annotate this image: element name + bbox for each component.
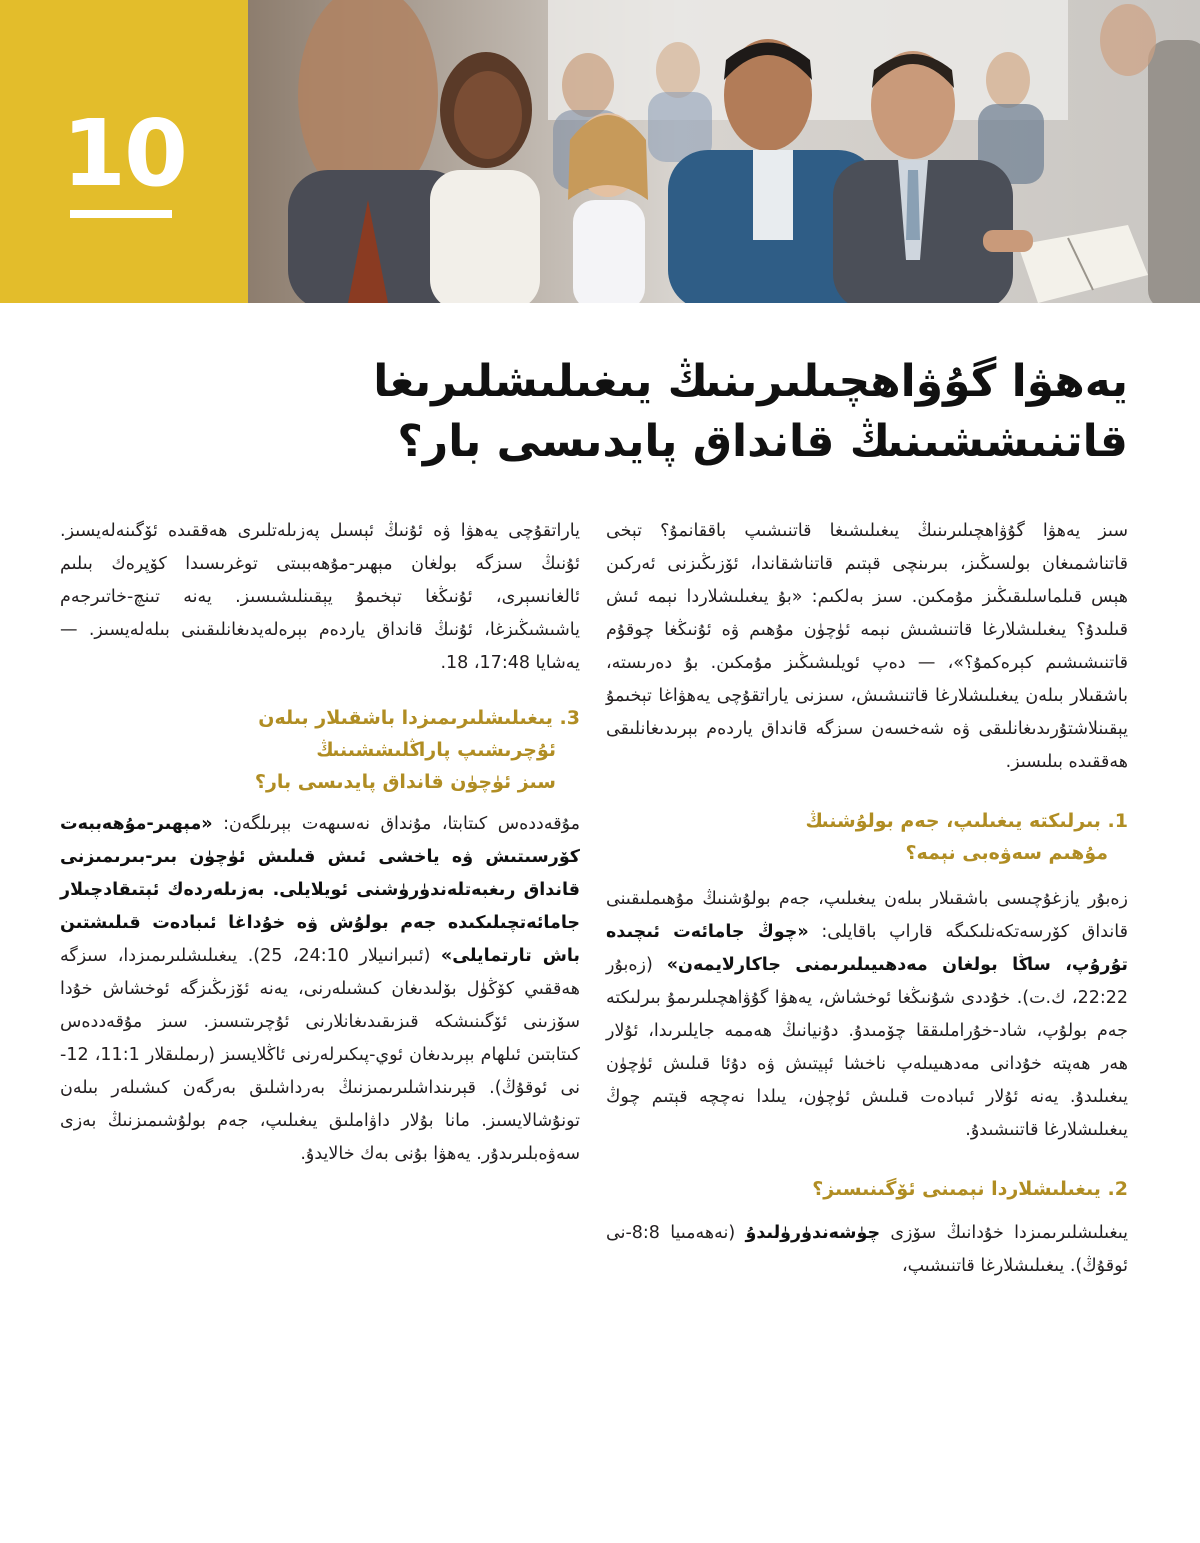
lesson-title (168, 352, 1128, 472)
question-2-paragraph (606, 1217, 1128, 1283)
question-1-heading (606, 805, 1128, 869)
congregation-photo (248, 0, 1200, 303)
intro-paragraph: سىز يەھۋا گۇۋاھچىلىرىنىڭ يىغىلىشىغا قاتنىشىپ باققانمۇ؟ تېخى قاتناشمىغان بولسىڭىز، بىرىنچى قېتىم قاتناشقاندا، ئۆزىڭىزنى ئەركىن ھېس قىلماسلىقىڭىز مۇمكىن. سىز بەلكىم: «بۇ يىغىلىشلاردا نېمە ئىش قىلىدۇ؟ يىغىلىشلارغا قاتنىشىش نېمە ئۈچۈن مۇھىم ۋە ئۇنىڭغا چوقۇم قاتنىشىشىم كېرەكمۇ؟»، — دەپ ئويلىشىڭىز مۇمكىن. بۇ دەرىستە، باشقىلار بىلەن يىغىلىشلارغا قاتنىشىش، سىزنى ياراتقۇچى يەھۋاغا تېخىمۇ يېقىنلاشتۇرىدىغانلىقى ۋە شەخسەن سىزگە قانداق ياردەم بېرىدىغانلىقى ھەققىدە بىلىسىز. (606, 521, 1128, 772)
question-2-text-b: (نەھەمىيا 8:8-نى ئوقۇڭ). يىغىلىشلارغا قاتنىشىپ، (606, 1223, 1128, 1276)
question-3-text-b: (ئىبرانىيلار 24:10، 25). يىغىلىشلىرىمىزدا، سىزگە ھەققىي كۆڭۈل بۆلىدىغان كىشىلەرنى، يەنە ئۆزىڭىزگە ئوخشاش خۇدا سۆزىنى ئۆگىنىشكە قىزىقىدىغانلارنى ئۇچرىتىسىز. سىز مۇقەددەس كىتابتىن ئىلھام بېرىدىغان ئوي-پىكىرلەرنى ئاڭلايسىز (رىملىقلار 11:1، 12-نى ئوقۇڭ). قېرىنداشلىرىمىزنىڭ بەرداشلىق بەرگەن كىشىلەر بىلەن تونۇشالايسىز. مانا بۇلار داۋاملىق يىغىلىپ، جەم بولۇشىمىزنىڭ بەزى سەۋەبلىرىدۇر. يەھۋا بۇنى بەك خالايدۇ. (60, 946, 580, 1164)
question-3-number: 3. (559, 707, 580, 729)
lesson-title-line-1: يەھۋا گۇۋاھچىلىرىنىڭ يىغىلىشلىرىغا (373, 356, 1128, 407)
question-1-number: 1. (1107, 810, 1128, 832)
question-1-scripture-quote: «چوڭ جامائەت ئىچىدە تۇرۇپ، ساڭا بولغان مەدھىيىلىرىمنى جاكارلايمەن» (606, 922, 1129, 975)
question-3-line-1: يىغىلىشلىرىمىزدا باشقىلار بىلەن (258, 707, 553, 729)
left-column (60, 515, 580, 1171)
question-3-text-a: مۇقەددەس كىتابتا، مۇنداق نەسىھەت بېرىلگەن: (212, 814, 580, 834)
question-2-bold-word: چۈشەندۈرۈلىدۇ (745, 1223, 881, 1243)
question-3-heading (60, 702, 580, 798)
question-2-text-a: يىغىلىشلىرىمىزدا خۇدانىڭ سۆزى (880, 1223, 1128, 1243)
question-2-number: 2. (1107, 1178, 1128, 1200)
continued-paragraph: ياراتقۇچى يەھۋا ۋە ئۇنىڭ ئېسىل پەزىلەتلىرى ھەققىدە ئۆگىنەلەيسىز. ئۇنىڭ سىزگە بولغان مېھىر-مۇھەببىتى توغرىسىدا كۆپرەك بىلىم ئالغانسېرى، ئۇنىڭغا تېخىمۇ يېقىنلىشىسىز. يەنە تىنچ-خاتىرجەم ياشىشىڭىزغا، ئۇنىڭ قانداق ياردەم بېرەلەيدىغانلىقىنى بىلەلەيسىز. — يەشايا 17:48، 18. (60, 521, 580, 673)
question-1-line-2: مۇھىم سەۋەبى نېمە؟ (905, 842, 1108, 864)
lesson-badge (0, 0, 248, 303)
lesson-number-underline (70, 210, 172, 218)
question-2-heading (606, 1173, 1128, 1205)
question-1-text-b: (زەبۇر 22:22، ك.ت). خۇددى شۇنىڭغا ئوخشاش، يەھۋا گۇۋاھچىلىرىمۇ بىرلىكتە جەم بولۇپ، شاد-خۇراملىققا چۆمىدۇ. دۇنيانىڭ ھەممە جايلىرىدا، ئۇلار ھەر ھەپتە خۇدانى مەدھىيىلەپ ناخشا ئېيتىش ۋە دۇئا قىلىش ئۈچۈن يىغىلىدۇ. يەنە ئۇلار ئىبادەت قىلىش ئۈچۈن، يىلدا نەچچە قېتىم چوڭ يىغىلىشلارغا قاتنىشىدۇ. (606, 955, 1128, 1140)
question-3-line-3: سىز ئۈچۈن قانداق پايدىسى بار؟ (254, 771, 556, 793)
question-1-paragraph (606, 883, 1128, 1147)
question-1-text-a: زەبۇر يازغۇچىسى باشقىلار بىلەن يىغىلىپ، جەم بولۇشنىڭ مۇھىملىقىنى قانداق كۆرسەتكەنلىكىگە قاراپ باقايلى: (606, 889, 1128, 942)
question-1-line-1: بىرلىكتە يىغىلىپ، جەم بولۇشنىڭ (805, 810, 1101, 832)
lesson-title-line-2: قاتنىششىنىڭ قانداق پايدىسى بار؟ (397, 416, 1128, 467)
right-column (606, 515, 1128, 1283)
question-2-line-1: يىغىلىشلاردا نېمىنى ئۆگىنىسىز؟ (812, 1178, 1101, 1200)
question-3-line-2: ئۇچرىشىپ پاراڭلىششىنىڭ (316, 739, 556, 761)
lesson-number: 10 (61, 100, 187, 207)
question-3-scripture-quote: «مېھىر-مۇھەببەت كۆرسىتىش ۋە ياخشى ئىش قىلىش ئۈچۈن بىر-بىرىمىزنى قانداق رىغبەتلەندۈرۈشنى ئويلايلى. بەزىلەردەك ئېتىقادچىلار جامائەتچىلىكىدە جەم بولۇش ۋە خۇداغا ئىبادەت قىلىشتىن باش تارتمايلى» (60, 814, 580, 966)
header (0, 0, 1200, 303)
question-3-paragraph (60, 808, 580, 1171)
